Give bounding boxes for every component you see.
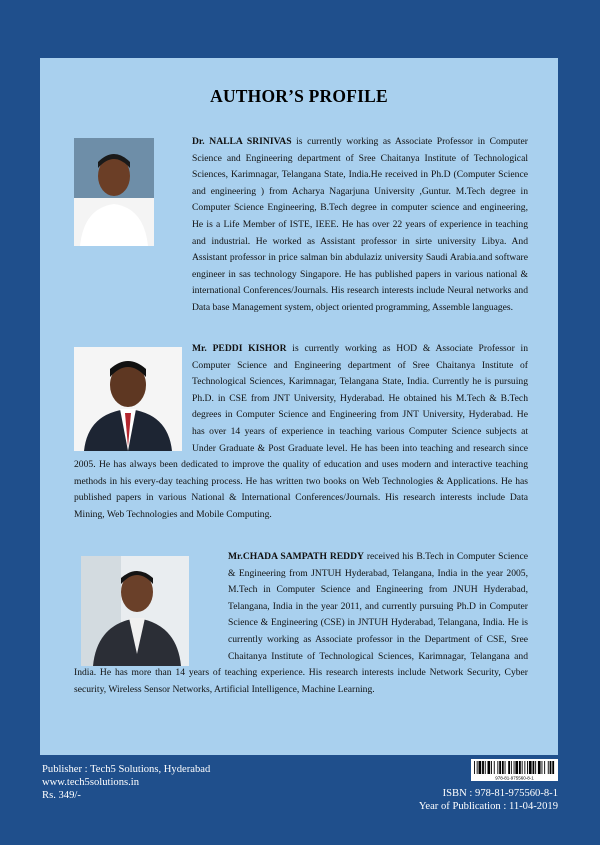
- author-text-2: is currently working as HOD & Associate Professor in Computer Science and Engineering department of Sree Chaitanya Institute of Technological Sciences, Karimnagar, Telangana State, India. Currently he is pursuing Ph.D. in CSE from JNT University, Hyderabad. He obtained his M.Tech & B.Tech degrees in Computer Science and Engineering from JNT University, Hyderabad. He has over 14 years of experience in teaching various Computer Science subjects at Under Graduate & Post Graduate level. He has been into teaching and research since 2005. He has always been dedicated to improve the quality of education and uses modern and interactive teaching methods in his every-day teaching process. He has written two books on Web Technologies & Applications. He has published papers in various National & International Conferences/Journals. His research interests include Data Mining, Web Technologies and Mobile Computing.: [74, 343, 528, 520]
- isbn: ISBN : 978-81-975560-8-1: [442, 788, 558, 799]
- author-photo-3: [81, 556, 189, 666]
- isbn-barcode: [471, 759, 558, 781]
- author-text-1: is currently working as Associate Professor in Computer Science and Engineering department of Sree Chaitanya Institute of Technological Sciences, Karimnagar, Telangana State, India.He received in Ph.D (Computer Science and engineering ) from Acharya Nagarjuna University ,Guntur. M.Tech degree in Computer Science Engineering, B.Tech degree in computer science and engineering, He is a Life Member of ISTE, IEEE. He has over 22 years of experience in teaching and industrial. He worked as Assistant professor in sirte university Libya. And Assistant professor in price salman bin abdulaziz university Saudi Arabia.and software engineer in sas technology Singapore. He has published papers in various national & international Conferences/Journals. His research interests include Neural networks and Data base Management system, object oriented programming, Assemble languages.: [192, 136, 528, 313]
- author-photo-1: [74, 138, 154, 246]
- publisher-line: Publisher : Tech5 Solutions, Hyderabad: [42, 764, 211, 775]
- publisher-info: [42, 763, 210, 803]
- price: Rs. 349/-: [42, 790, 81, 802]
- author-name-3: Mr.CHADA SAMPATH REDDY: [228, 551, 364, 562]
- barcode-text: 978-81-975560-8-1: [495, 775, 534, 781]
- publication-info: [419, 787, 558, 813]
- author-name-1: Dr. NALLA SRINIVAS: [192, 136, 292, 147]
- author-text-3: received his B.Tech in Computer Science & Engineering from JNTUH Hyderabad, Telangana, India in the year 2005, M.Tech in Computer Science and Engineering from JNUH Hyderabad, Telangana, India in the year 2011, and currently pursuing Ph.D in Computer Science & Engineering (CSE) in JNTUH Hyderabad, Telangana, India. He is currently working as Associate professor in the Department of CSE, Sree Chaitanya Institute of Technological Sciences, Karimnagar, Telangana and India. He has more than 14 years of teaching experience. His research interests include Network Security, Cyber security, Wireless Sensor Networks, Artificial Intelligence, Machine Learning.: [74, 551, 528, 695]
- publisher-website: www.tech5solutions.in: [42, 777, 140, 789]
- author-profile-panel: [40, 58, 558, 755]
- page-title: AUTHOR’S PROFILE: [210, 86, 388, 106]
- author-photo-2: [74, 347, 182, 451]
- author-name-2: Mr. PEDDI KISHOR: [192, 343, 287, 354]
- publication-year: Year of Publication : 11-04-2019: [418, 801, 558, 813]
